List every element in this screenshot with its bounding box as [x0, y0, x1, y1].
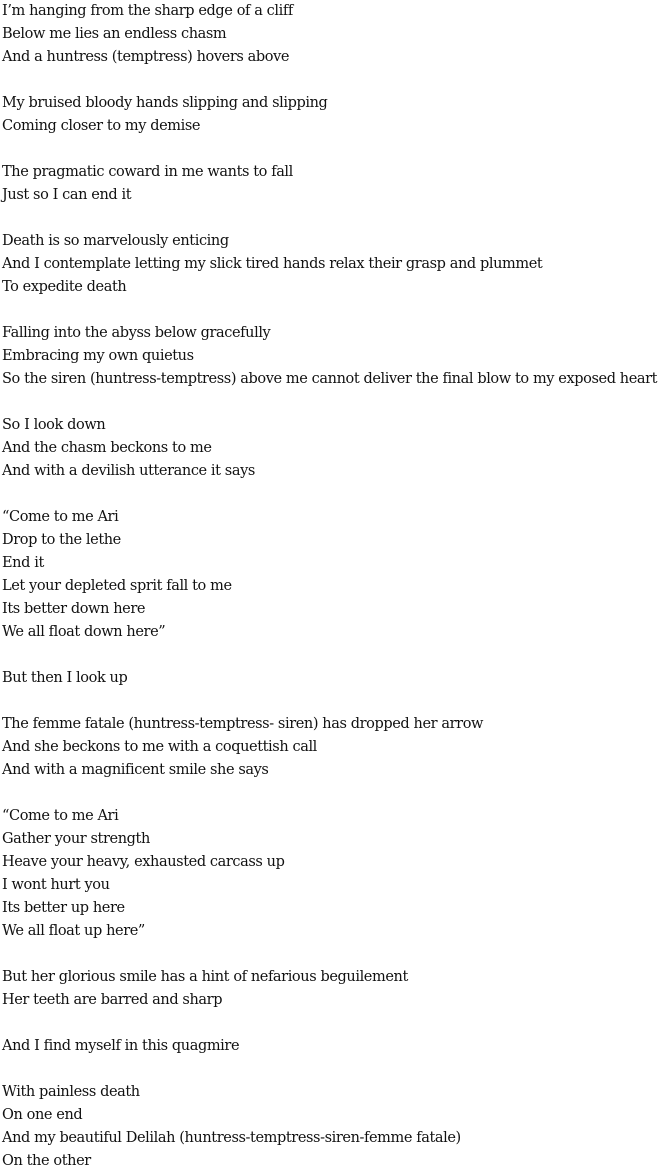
poem-line: Her teeth are barred and sharp: [2, 992, 223, 1008]
poem-line: And I find myself in this quagmire: [2, 1038, 240, 1054]
poem-line: Below me lies an endless chasm: [2, 26, 227, 42]
poem-line: And with a devilish utterance it says: [2, 463, 255, 479]
poem-line: So the siren (huntress-temptress) above me cannot deliver the final blow to my exposed heart: [2, 371, 658, 387]
poem-line: Its better up here: [2, 900, 125, 916]
stanza-4: [2, 230, 666, 299]
poem-line: End it: [2, 555, 44, 571]
poem-line: Drop to the lethe: [2, 532, 121, 548]
poem-line: To expedite death: [2, 279, 127, 295]
poem-line: “Come to me Ari: [2, 509, 119, 525]
stanza-11: [2, 966, 666, 1012]
stanza-3: [2, 161, 666, 207]
poem-line: Just so I can end it: [2, 187, 132, 203]
stanza-6: [2, 414, 666, 483]
poem-line: Heave your heavy, exhausted carcass up: [2, 854, 285, 870]
poem-line: “Come to me Ari: [2, 808, 119, 824]
poem-line: I’m hanging from the sharp edge of a cliff: [2, 3, 293, 19]
poem-line: My bruised bloody hands slipping and slipping: [2, 95, 328, 111]
poem-line: I wont hurt you: [2, 877, 110, 893]
poem-line: We all float down here”: [2, 624, 166, 640]
poem-line: And the chasm beckons to me: [2, 440, 212, 456]
poem-line: Death is so marvelously enticing: [2, 233, 229, 249]
poem-line: Coming closer to my demise: [2, 118, 201, 134]
stanza-5: [2, 322, 666, 391]
poem-line: But her glorious smile has a hint of nefarious beguilement: [2, 969, 408, 985]
poem-line: Falling into the abyss below gracefully: [2, 325, 271, 341]
poem-line: And I contemplate letting my slick tired hands relax their grasp and plummet: [2, 256, 543, 272]
stanza-8: [2, 667, 666, 690]
poem-line: On the other: [2, 1153, 91, 1169]
stanza-7: [2, 506, 666, 644]
poem-line: Let your depleted sprit fall to me: [2, 578, 232, 594]
stanza-9: [2, 713, 666, 782]
poem-line: Embracing my own quietus: [2, 348, 194, 364]
stanza-13: [2, 1081, 666, 1173]
poem-line: On one end: [2, 1107, 83, 1123]
poem-line: With painless death: [2, 1084, 140, 1100]
poem-line: And with a magnificent smile she says: [2, 762, 269, 778]
poem-line: Gather your strength: [2, 831, 150, 847]
poem-line: And she beckons to me with a coquettish call: [2, 739, 317, 755]
poem-line: But then I look up: [2, 670, 128, 686]
poem-line: Its better down here: [2, 601, 146, 617]
stanza-10: [2, 805, 666, 943]
poem-line: So I look down: [2, 417, 106, 433]
poem-text: [2, 0, 666, 1173]
poem-line: The pragmatic coward in me wants to fall: [2, 164, 293, 180]
poem-line: We all float up here”: [2, 923, 145, 939]
poem-line: And my beautiful Delilah (huntress-temptress-siren-femme fatale): [2, 1130, 461, 1146]
stanza-1: [2, 0, 666, 69]
poem-line: And a huntress (temptress) hovers above: [2, 49, 290, 65]
stanza-12: [2, 1035, 666, 1058]
poem-line: The femme fatale (huntress-temptress- siren) has dropped her arrow: [2, 716, 484, 732]
stanza-2: [2, 92, 666, 138]
